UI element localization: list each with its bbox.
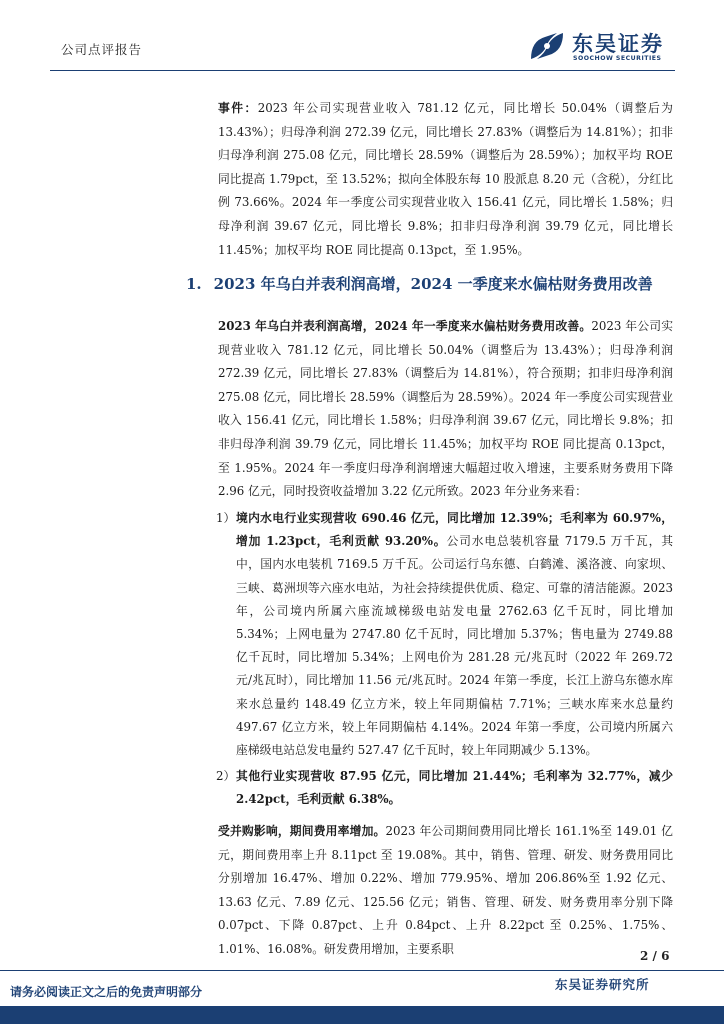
summary-text: 2023 年公司实现营业收入 781.12 亿元，同比增长 50.04%（调整后为 13.43%）；归母净利润 272.39 亿元，同比增长 27.83%（调整后为 14.81%），符合预期；扣非归母净利润 275.08 亿元，同比增长 28.59%（调整后为 28.59%）。2024 年一季度公司实现营业收入 156.41 亿元，同比增长 1.58%；归母净利润 39.67 亿元，同比增长 9.8%；扣非归母净利润 39.79 亿元，同比增长 11.45%；加权平均 ROE 同比提高 0.13pct，至 1.95%。2024 年一季度归母净利润增速大幅超过收入增速，主要系财务费用下降 2.96 亿元，同时投资收益增加 3.22 亿元所致。2023 年分业务来看： bbox=[218, 319, 673, 499]
list-marker: 2） bbox=[216, 769, 236, 783]
list-item-lead: 其他行业实现营收 87.95 亿元，同比增加 21.44%；毛利率为 32.77%，减少 2.42pct，毛利贡献 6.38%。 bbox=[236, 769, 673, 807]
list-marker: 1） bbox=[216, 511, 236, 525]
summary-paragraph bbox=[218, 315, 673, 504]
section-number: 1. bbox=[186, 275, 202, 293]
section-title: 2023 年乌白并表利润高增，2024 一季度来水偏枯财务费用改善 bbox=[213, 275, 653, 293]
expense-lead: 受并购影响，期间费用率增加。 bbox=[218, 824, 386, 838]
page-number: 2 / 6 bbox=[640, 949, 670, 963]
expense-text: 2023 年公司期间费用同比增长 161.1%至 149.01 亿元，期间费用率上升 8.11pct 至 19.08%。其中，销售、管理、研发、财务费用同比分别增加 16.47%、增加 0.22%、增加 779.95%、增加 206.86%至 1.92 亿元、13.63 亿元、7.89 亿元、125.56 亿元；销售、管理、研发、财务费用率分别下降 0.07pct、下降 0.87pct、上升 0.84pct、上升 8.22pct 至 0.25%、1.75%、1.01%、16.08%。研发费用增加，主要系职 bbox=[218, 824, 673, 956]
list-item-domestic-hydro bbox=[216, 507, 673, 762]
list-item-other-business bbox=[216, 765, 673, 811]
header-divider bbox=[50, 70, 675, 71]
summary-lead: 2023 年乌白并表利润高增，2024 年一季度来水偏枯财务费用改善。 bbox=[218, 319, 592, 333]
list-item-lead: 境内水电行业实现营收 690.46 亿元，同比增加 12.39%；毛利率为 60.97%，增加 1.23pct，毛利贡献 93.20%。 bbox=[236, 511, 673, 549]
section-heading bbox=[186, 273, 653, 294]
logo-text-en: SOOCHOW SECURITIES bbox=[573, 55, 662, 62]
research-institute-label: 东吴证券研究所 bbox=[555, 977, 650, 992]
logo-text-cn: 东吴证券 bbox=[572, 32, 664, 56]
footer-divider bbox=[0, 970, 724, 971]
event-paragraph bbox=[218, 97, 673, 262]
report-type-label: 公司点评报告 bbox=[61, 42, 143, 57]
expense-paragraph bbox=[218, 820, 673, 962]
soochow-emblem-icon bbox=[527, 27, 567, 65]
soochow-logo bbox=[527, 27, 677, 67]
footer-band bbox=[0, 1006, 724, 1024]
event-lead: 事件： bbox=[218, 101, 258, 115]
event-text: 2023 年公司实现营业收入 781.12 亿元，同比增长 50.04%（调整后为 13.43%）；归母净利润 272.39 亿元，同比增长 27.83%（调整后为 14.81%）；扣非归母净利润 275.08 亿元，同比增长 28.59%（调整后为 28.59%）；加权平均 ROE 同比提高 1.79pct，至 13.52%；拟向全体股东每 10 股派息 8.20 元（含税），分红比例 73.66%。2024 年一季度公司实现营业收入 156.41 亿元，同比增长 1.58%；归母净利润 39.67 亿元，同比增长 9.8%；扣非归母净利润 39.79 亿元，同比增长 11.45%；加权平均 ROE 同比提高 0.13pct，至 1.95%。 bbox=[218, 101, 673, 257]
list-item-text: 公司水电总装机容量 7179.5 万千瓦，其中，国内水电装机 7169.5 万千瓦。公司运行乌东德、白鹤滩、溪洛渡、向家坝、三峡、葛洲坝等六座水电站，为社会持续提供优质、稳定、可靠的清洁能源。2023 年，公司境内所属六座流域梯级电站发电量 2762.63 亿千瓦时，同比增加 5.34%；上网电量为 2747.80 亿千瓦时，同比增加 5.37%；售电量为 2749.88 亿千瓦时，同比增加 5.34%；上网电价为 281.28 元/兆瓦时（2022 年 269.72 元/兆瓦时），同比增加 11.56 元/兆瓦时。2024 年第一季度，长江上游乌东德水库来水总量约 148.49 亿立方米，较上年同期偏枯 7.71%；三峡水库来水总量约 497.67 亿立方米，较上年同期偏枯 4.14%。2024 年第一季度，公司境内所属六座梯级电站总发电量约 527.47 亿千瓦时，较上年同期减少 5.13%。 bbox=[236, 534, 674, 758]
disclaimer-note: 请务必阅读正文之后的免责声明部分 bbox=[10, 985, 203, 999]
